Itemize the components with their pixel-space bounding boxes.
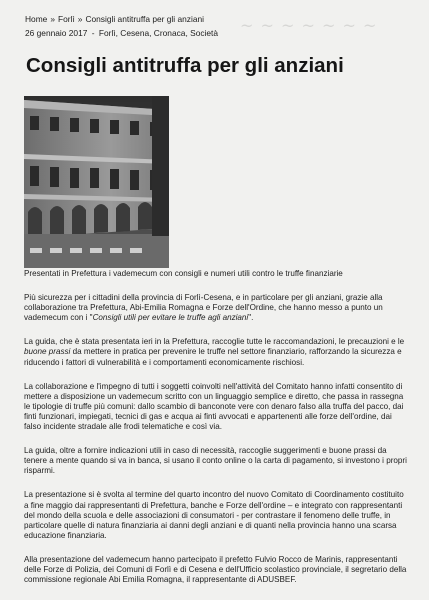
breadcrumb-separator: » bbox=[50, 14, 56, 24]
article-lead-caption: Presentati in Prefettura i vademecum con consigli e numeri utili contro le truffe finanziarie bbox=[24, 269, 343, 278]
building-photo-graphic bbox=[24, 96, 169, 268]
breadcrumb-item-current: Consigli antitruffa per gli anziani bbox=[85, 14, 204, 24]
article-paragraph bbox=[24, 337, 409, 367]
paragraph-text: ". bbox=[248, 313, 254, 323]
paragraph-text: La guida, oltre a fornire indicazioni utili in caso di necessità, raccoglie suggerimenti e buone prassi da tenere a mente quando si va in banca, si usano il conto online o la carta di pagamento, si investono i propri risparmi. bbox=[24, 446, 407, 476]
article-body bbox=[24, 269, 409, 585]
bleed-through-watermark: ~ ~ ~ ~ ~ ~ ~ bbox=[240, 16, 378, 35]
publish-date: 26 gennaio 2017 bbox=[25, 28, 88, 38]
article-meta bbox=[25, 28, 218, 38]
breadcrumb bbox=[25, 14, 204, 24]
paragraph-text: La collaborazione e l'impegno di tutti i soggetti coinvolti nell'attività del Comitato hanno infatti consentito di mettere a disposizione un vademecum scritto con un linguaggio semplice e diretto, che passa in rassegna le tipologie di truffe più comuni: dallo scambio di banconote vere con denaro falso alla truffa del pacco, dai finti funzionari, impiegati, tecnici di gas e acqua ai finti avvocati e appartenenti alle forze dell'ordine, dai falso incidente stradale alle frodi telematiche e così via. bbox=[24, 381, 404, 432]
paragraph-emphasis: buone prassi bbox=[24, 347, 71, 357]
article-paragraph bbox=[24, 293, 409, 323]
article-categories[interactable]: Forlì, Cesena, Cronaca, Società bbox=[98, 28, 219, 38]
breadcrumb-item-home[interactable]: Home bbox=[25, 14, 48, 24]
article-title: Consigli antitruffa per gli anziani bbox=[26, 54, 344, 77]
article-paragraph bbox=[24, 382, 409, 432]
breadcrumb-item-forli[interactable]: Forlì bbox=[58, 14, 75, 24]
paragraph-text: La guida, che è stata presentata ieri in la Prefettura, raccoglie tutte le raccomandazioni, le precauzioni e le bbox=[24, 337, 405, 347]
article-paragraph bbox=[24, 490, 409, 540]
article-paragraph bbox=[24, 555, 409, 585]
paragraph-text: Alla presentazione del vademecum hanno partecipato il prefetto Fulvio Rocco de Marinis, rappresentanti delle Forze di Polizia, dei Comuni di Forlì e di Cesena e dell'Ufficio scolastico provinciale, il segretario della commissione regionale Abi Emilia Romagna, il rappresentante di ADUSBEF. bbox=[24, 554, 407, 585]
paragraph-text: da mettere in pratica per prevenire le truffe nel settore finanziario, rafforzando la sicurezza e riducendo i fattori di vulnerabilità e i comportamenti economicamente rischiosi. bbox=[24, 347, 402, 367]
paragraph-text: Più sicurezza per i cittadini della provincia di Forlì-Cesena, e in particolare per gli anziani, grazie alla collaborazione tra Prefettura, Abi-Emilia Romagna e Forze dell'Ordine, che hanno messo a punto un vademecum con i " bbox=[24, 293, 383, 323]
article-paragraph bbox=[24, 446, 409, 476]
paragraph-emphasis: Consigli utili per evitare le truffe agli anziani bbox=[92, 313, 249, 323]
paragraph-text: La presentazione si è svolta al termine del quarto incontro del nuovo Comitato di Coordinamento costituito a fine maggio dai rappresentanti di Prefettura, banche e Forze dell'ordine – e integrato con rappresentanti del mondo della scuola e delle associazioni di consumatori - per contrastare il fenomeno delle truffe, in particolare quelle di natura finanziaria ai danni degli anziani e di quanti nella provincia hanno una scarsa educazione finanziaria. bbox=[24, 490, 404, 540]
breadcrumb-separator: » bbox=[77, 14, 83, 24]
meta-separator: - bbox=[91, 28, 95, 38]
article-photo-prefettura bbox=[24, 96, 169, 268]
